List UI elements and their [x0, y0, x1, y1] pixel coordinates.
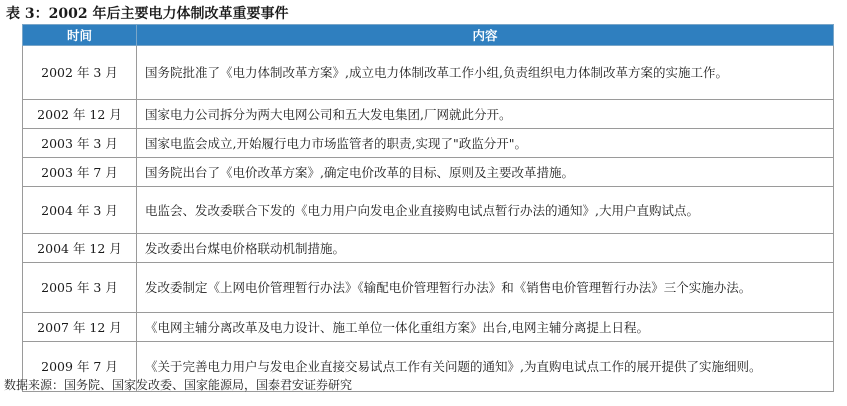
- row-time: 2004 年 3 月: [23, 187, 137, 234]
- table-row: [23, 158, 834, 187]
- row-time: 2002 年 12 月: [23, 100, 137, 129]
- table-header-row: [23, 25, 834, 46]
- row-time: 2007 年 12 月: [23, 313, 137, 342]
- table-row: [23, 129, 834, 158]
- row-time: 2005 年 3 月: [23, 263, 137, 313]
- row-content: 国务院出台了《电价改革方案》,确定电价改革的目标、原则及主要改革措施。: [137, 158, 834, 187]
- data-source-note: 数据来源：国务院、国家发改委、国家能源局，国泰君安证券研究: [4, 378, 353, 392]
- row-content: 发改委制定《上网电价管理暂行办法》《输配电价管理暂行办法》和《销售电价管理暂行办法》三个实施办法。: [137, 263, 834, 313]
- row-time: 2004 年 12 月: [23, 234, 137, 263]
- row-content: 发改委出台煤电价格联动机制措施。: [137, 234, 834, 263]
- row-content: 国家电监会成立,开始履行电力市场监管者的职责,实现了"政监分开"。: [137, 129, 834, 158]
- table-row: [23, 313, 834, 342]
- row-time: 2003 年 3 月: [23, 129, 137, 158]
- header-content: 内容: [137, 25, 834, 46]
- row-content: 电监会、发改委联合下发的《电力用户向发电企业直接购电试点暂行办法的通知》,大用户直购试点。: [137, 187, 834, 234]
- table-row: [23, 263, 834, 313]
- table-row: [23, 187, 834, 234]
- row-time: 2009 年 7 月: [23, 342, 137, 392]
- header-time: 时间: [23, 25, 137, 46]
- row-content: 《电网主辅分离改革及电力设计、施工单位一体化重组方案》出台,电网主辅分离提上日程。: [137, 313, 834, 342]
- row-content: 国务院批准了《电力体制改革方案》,成立电力体制改革工作小组,负责组织电力体制改革方案的实施工作。: [137, 46, 834, 100]
- table-row: [23, 234, 834, 263]
- row-content: 《关于完善电力用户与发电企业直接交易试点工作有关问题的通知》,为直购电试点工作的展开提供了实施细则。: [137, 342, 834, 392]
- table-row: [23, 100, 834, 129]
- events-table: [22, 24, 834, 392]
- table-title: 表 3：2002 年后主要电力体制改革重要事件: [6, 6, 289, 22]
- row-time: 2002 年 3 月: [23, 46, 137, 100]
- row-content: 国家电力公司拆分为两大电网公司和五大发电集团,厂网就此分开。: [137, 100, 834, 129]
- row-time: 2003 年 7 月: [23, 158, 137, 187]
- table-row: [23, 46, 834, 100]
